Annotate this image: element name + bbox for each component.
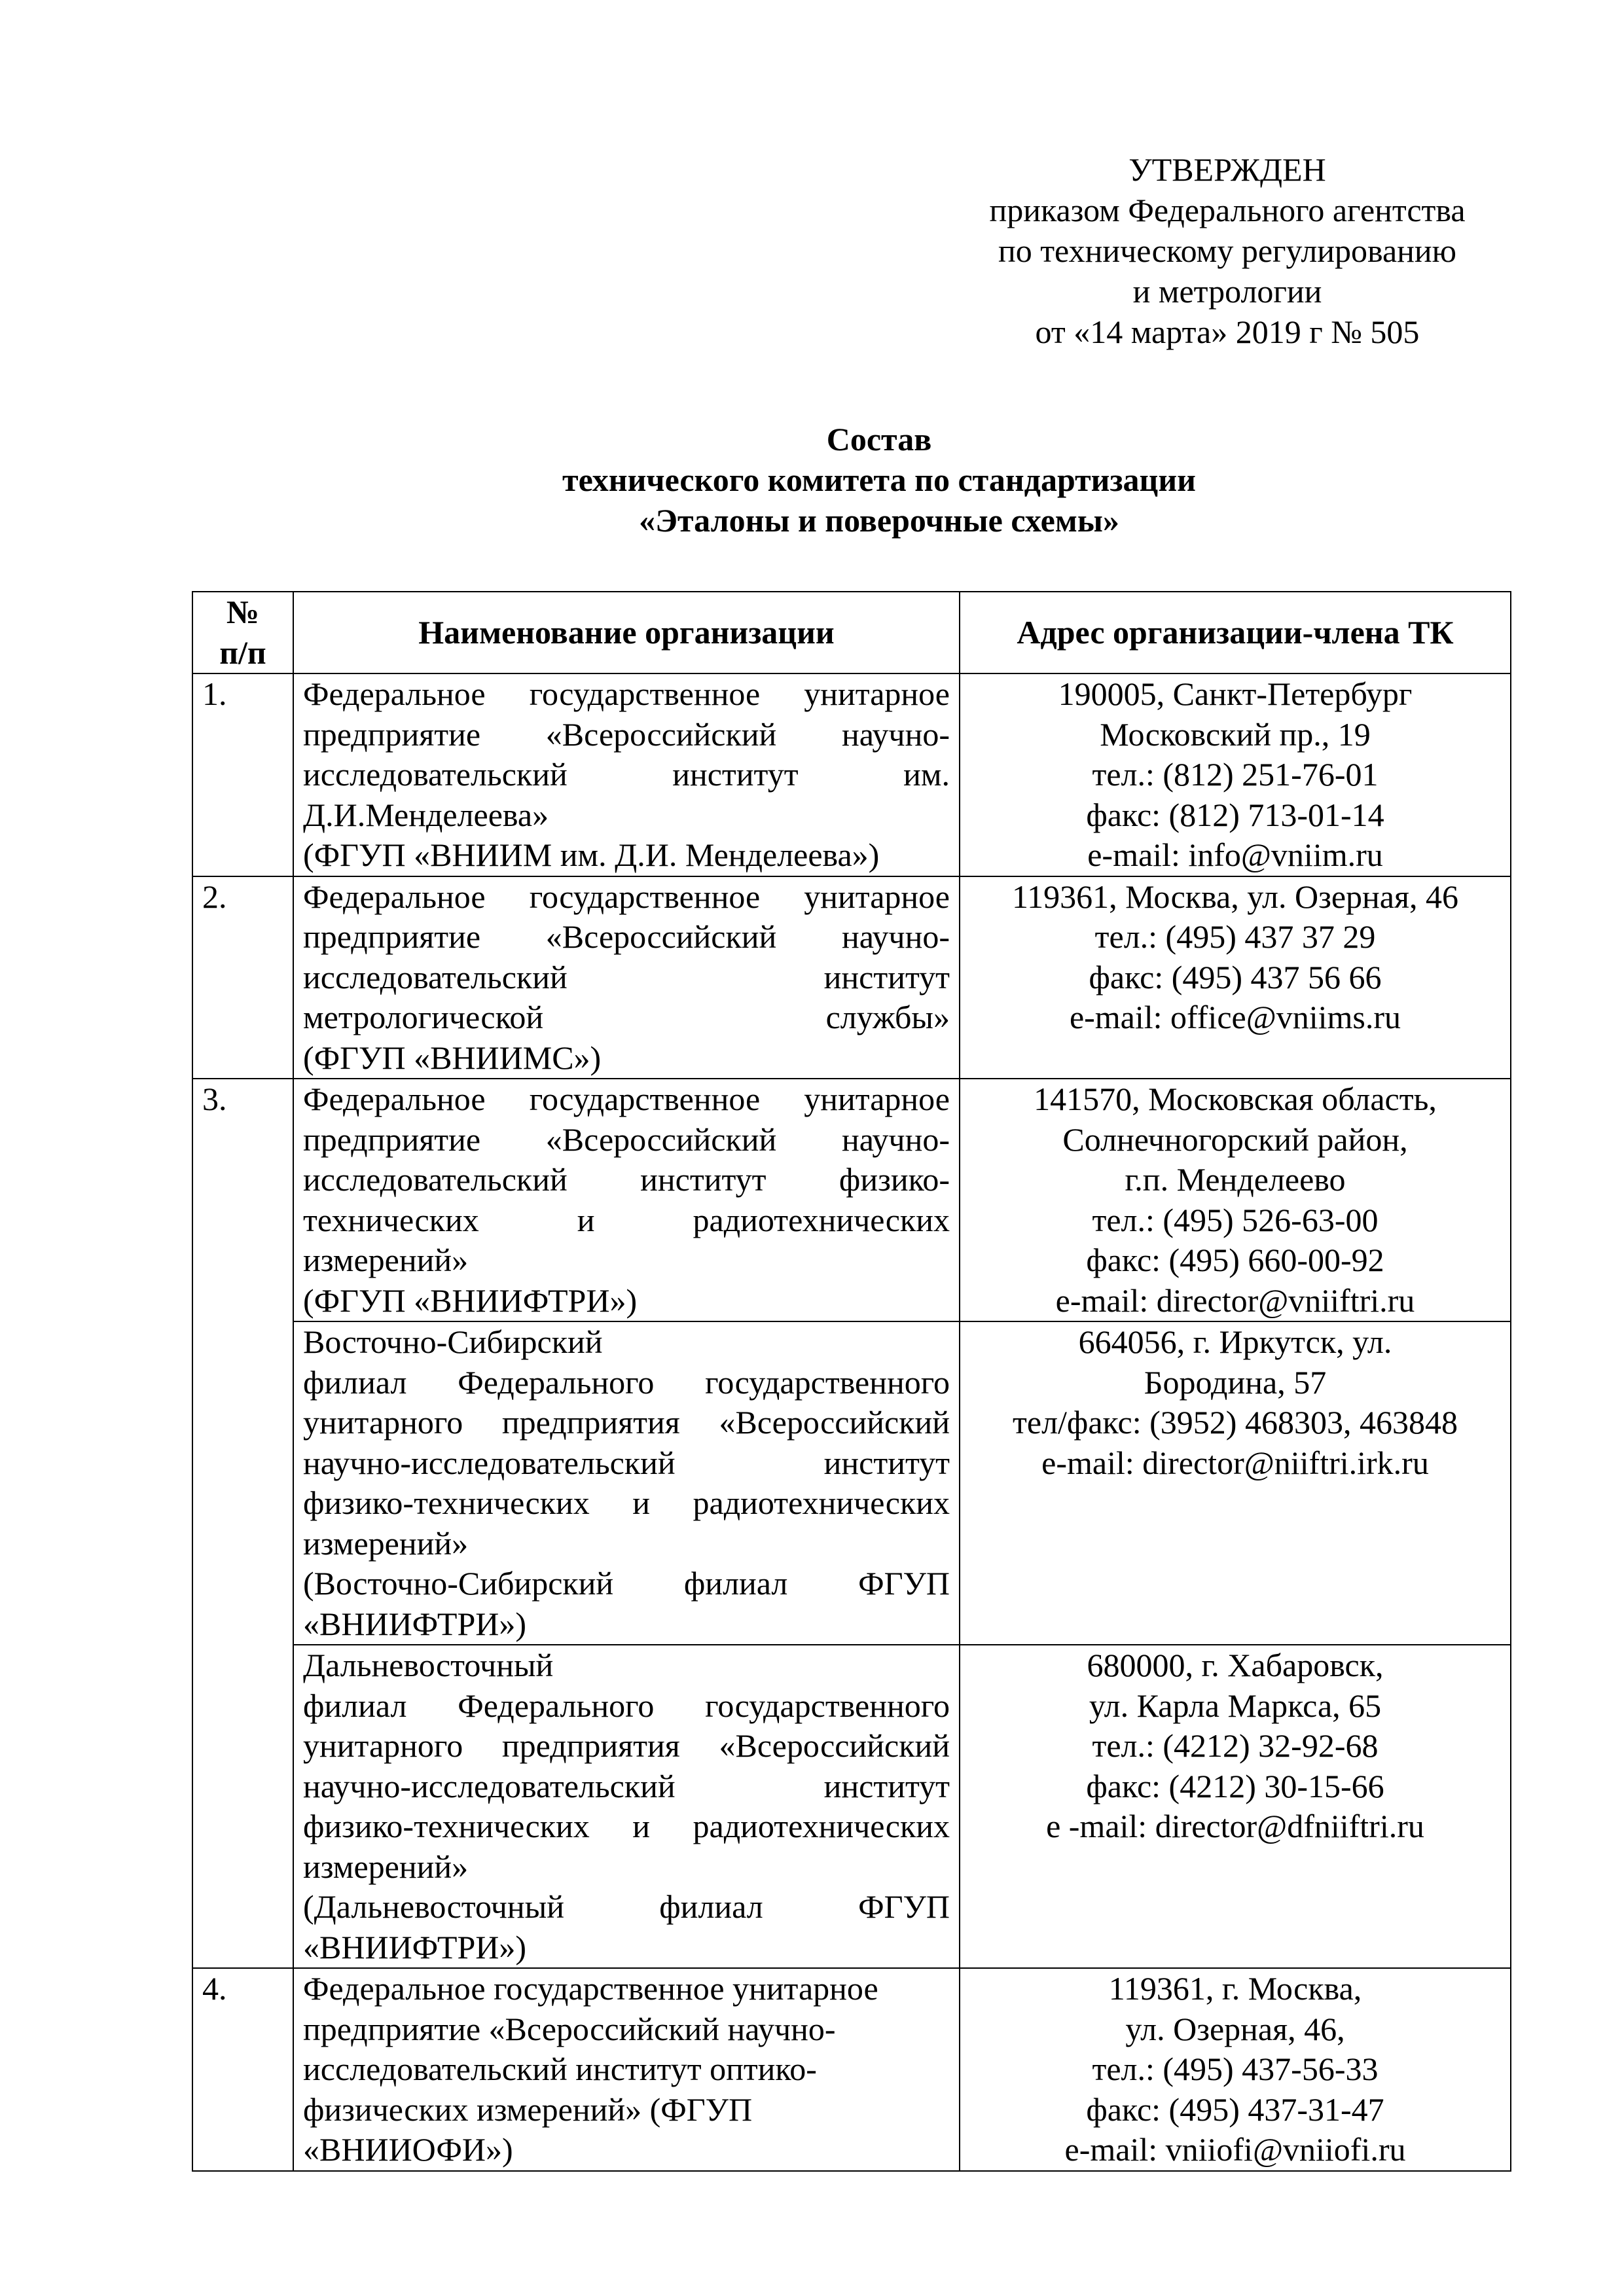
organization-name-line: филиал Федерального государственного bbox=[303, 1363, 950, 1401]
table-row bbox=[192, 673, 1511, 876]
address-line: факс: (4212) 30-15-66 bbox=[1086, 1767, 1384, 1804]
organization-address bbox=[960, 1645, 1511, 1968]
organization-name-line: предприятие «Всероссийский научно- bbox=[303, 2010, 836, 2047]
address-line: 190005, Санкт-Петербург bbox=[1058, 675, 1413, 712]
organization-name bbox=[293, 876, 960, 1079]
address-line: Солнечногорский район, bbox=[1062, 1121, 1408, 1158]
table-row bbox=[192, 1645, 1511, 1968]
address-line: факс: (495) 437 56 66 bbox=[1089, 958, 1382, 996]
address-line: тел.: (812) 251-76-01 bbox=[1092, 756, 1379, 793]
organization-name-line: измерений» bbox=[303, 1524, 469, 1562]
row-number: 2. bbox=[192, 876, 293, 1079]
email-link[interactable]: e-mail: director@vniiftri.ru bbox=[1055, 1282, 1415, 1319]
email-link[interactable]: e -mail: director@dfniiftri.ru bbox=[1046, 1808, 1424, 1844]
organization-name-line: Дальневосточный bbox=[303, 1647, 554, 1683]
approval-line: и метрологии bbox=[1132, 273, 1322, 310]
organization-name-line: научно-исследовательский институт bbox=[303, 1444, 950, 1481]
email-link[interactable]: e-mail: office@vniims.ru bbox=[1069, 999, 1401, 1035]
address-line: факс: (495) 660-00-92 bbox=[1086, 1242, 1384, 1278]
table-row bbox=[192, 876, 1511, 1079]
organization-address bbox=[960, 1079, 1511, 1321]
organization-name bbox=[293, 1645, 960, 1968]
organization-name-line: Д.И.Менделеева» bbox=[303, 796, 549, 833]
title-line: Состав bbox=[826, 421, 932, 457]
organization-name-line: Восточно-Сибирский bbox=[303, 1323, 603, 1360]
organization-name-line: (ФГУП «ВНИИФТРИ») bbox=[303, 1282, 638, 1319]
organization-name-line: (Восточно-Сибирский филиал ФГУП bbox=[303, 1565, 950, 1602]
organization-name-line: Федеральное государственное унитарное bbox=[303, 675, 950, 712]
organization-name bbox=[293, 1321, 960, 1645]
organization-name-line: физико-технических и радиотехнических bbox=[303, 1808, 950, 1844]
email-link[interactable]: e-mail: vniiofi@vniiofi.ru bbox=[1064, 2131, 1406, 2168]
approval-stamp bbox=[916, 149, 1538, 352]
row-number: 4. bbox=[192, 1968, 293, 2171]
address-line: тел.: (495) 437 37 29 bbox=[1094, 918, 1376, 955]
organization-name-line: «ВНИИОФИ») bbox=[303, 2131, 513, 2168]
row-number: 1. bbox=[192, 673, 293, 876]
row-number: 3. bbox=[192, 1079, 293, 1968]
organization-name-line: исследовательский институт им. bbox=[303, 756, 950, 793]
table-header-row bbox=[192, 592, 1511, 673]
table-row bbox=[192, 1079, 1511, 1321]
organization-address bbox=[960, 876, 1511, 1079]
organization-name-line: унитарного предприятия «Всероссийский bbox=[303, 1404, 950, 1441]
header-number: № п/п bbox=[192, 592, 293, 673]
organization-name-line: предприятие «Всероссийский научно- bbox=[303, 918, 950, 955]
address-line: ул. Озерная, 46, bbox=[1125, 2010, 1345, 2047]
address-line: г.п. Менделеево bbox=[1125, 1161, 1346, 1198]
organization-name-line: метрологической службы» bbox=[303, 999, 950, 1035]
organization-name-line: исследовательский институт оптико- bbox=[303, 2051, 817, 2087]
document-title bbox=[192, 419, 1566, 541]
organization-name-line: исследовательский институт bbox=[303, 958, 950, 996]
committee-members-table bbox=[192, 591, 1511, 2172]
organization-name-line: «ВНИИФТРИ») bbox=[303, 1605, 527, 1642]
header-organization-address: Адрес организации-члена ТК bbox=[960, 592, 1511, 673]
organization-name bbox=[293, 673, 960, 876]
organization-name-line: «ВНИИФТРИ») bbox=[303, 1928, 527, 1965]
organization-name-line: Федеральное государственное унитарное bbox=[303, 878, 950, 915]
organization-name-line: Федеральное государственное унитарное bbox=[303, 1970, 878, 2007]
approval-line: УТВЕРЖДЕН bbox=[1128, 151, 1326, 188]
organization-name-line: Федеральное государственное унитарное bbox=[303, 1081, 950, 1117]
header-organization-name: Наименование организации bbox=[293, 592, 960, 673]
organization-name-line: исследовательский институт физико- bbox=[303, 1161, 950, 1198]
approval-line: по техническому регулированию bbox=[998, 232, 1457, 269]
organization-name-line: предприятие «Всероссийский научно- bbox=[303, 715, 950, 753]
address-line: тел.: (495) 526-63-00 bbox=[1092, 1201, 1379, 1238]
approval-line: от «14 марта» 2019 г № 505 bbox=[1035, 314, 1420, 350]
address-line: 664056, г. Иркутск, ул. bbox=[1078, 1323, 1392, 1360]
organization-address bbox=[960, 1968, 1511, 2171]
address-line: Московский пр., 19 bbox=[1100, 715, 1371, 753]
title-line: «Эталоны и поверочные схемы» bbox=[639, 502, 1119, 539]
organization-address bbox=[960, 673, 1511, 876]
organization-name-line: (ФГУП «ВНИИМ им. Д.И. Менделеева») bbox=[303, 836, 880, 873]
organization-name-line: измерений» bbox=[303, 1242, 469, 1278]
organization-name-line: физико-технических и радиотехнических bbox=[303, 1484, 950, 1521]
organization-name-line: предприятие «Всероссийский научно- bbox=[303, 1121, 950, 1158]
address-line: ул. Карла Маркса, 65 bbox=[1089, 1687, 1382, 1724]
organization-name bbox=[293, 1079, 960, 1321]
organization-address bbox=[960, 1321, 1511, 1645]
address-line: факс: (495) 437-31-47 bbox=[1086, 2090, 1384, 2128]
organization-name-line: технических и радиотехнических bbox=[303, 1201, 950, 1238]
organization-name-line: физических измерений» (ФГУП bbox=[303, 2090, 753, 2128]
organization-name bbox=[293, 1968, 960, 2171]
table-row bbox=[192, 1968, 1511, 2171]
address-line: Бородина, 57 bbox=[1144, 1363, 1327, 1401]
address-line: 680000, г. Хабаровск, bbox=[1087, 1647, 1384, 1683]
approval-line: приказом Федерального агентства bbox=[989, 192, 1466, 228]
address-line: 119361, Москва, ул. Озерная, 46 bbox=[1012, 878, 1458, 915]
address-line: 119361, г. Москва, bbox=[1108, 1970, 1362, 2007]
organization-name-line: научно-исследовательский институт bbox=[303, 1767, 950, 1804]
email-link[interactable]: e-mail: director@niiftri.irk.ru bbox=[1041, 1444, 1429, 1481]
organization-name-line: (Дальневосточный филиал ФГУП bbox=[303, 1888, 950, 1925]
organization-name-line: унитарного предприятия «Всероссийский bbox=[303, 1727, 950, 1764]
organization-name-line: измерений» bbox=[303, 1848, 469, 1885]
table-body bbox=[192, 673, 1511, 2171]
email-link[interactable]: e-mail: info@vniim.ru bbox=[1087, 836, 1383, 873]
address-line: факс: (812) 713-01-14 bbox=[1086, 796, 1384, 833]
address-line: тел.: (4212) 32-92-68 bbox=[1092, 1727, 1379, 1764]
organization-name-line: филиал Федерального государственного bbox=[303, 1687, 950, 1724]
address-line: 141570, Московская область, bbox=[1034, 1081, 1437, 1117]
address-line: тел/факс: (3952) 468303, 463848 bbox=[1013, 1404, 1458, 1441]
title-line: технического комитета по стандартизации bbox=[562, 461, 1196, 498]
organization-name-line: (ФГУП «ВНИИМС») bbox=[303, 1039, 602, 1076]
table-row bbox=[192, 1321, 1511, 1645]
address-line: тел.: (495) 437-56-33 bbox=[1092, 2051, 1379, 2087]
